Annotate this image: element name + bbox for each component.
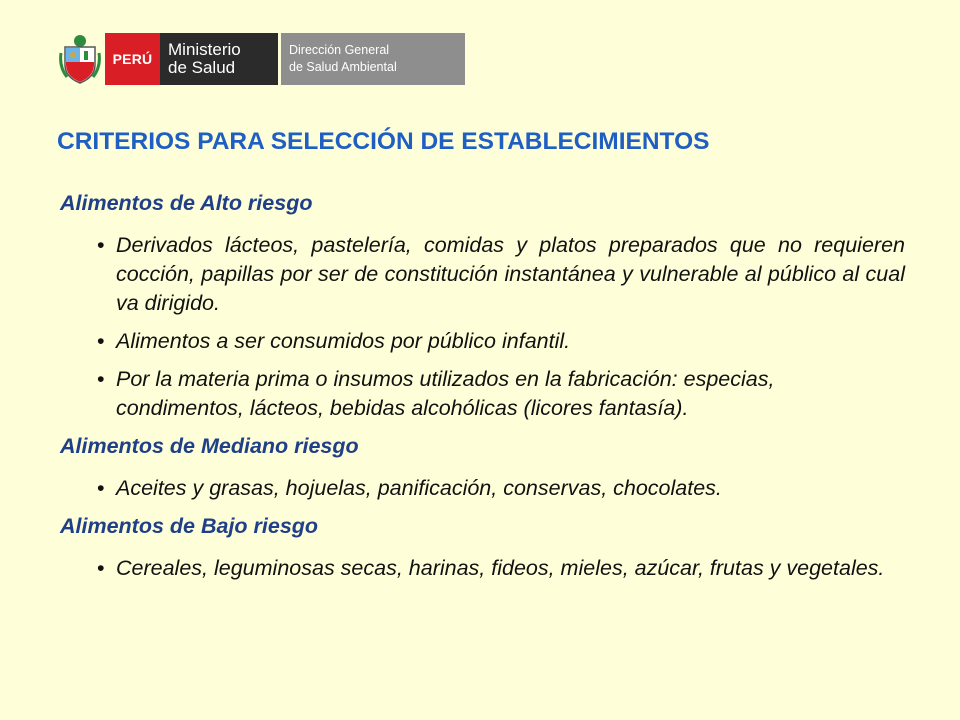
criteria-content <box>60 190 905 592</box>
bullet-text: Alimentos a ser consumidos por público infantil. <box>116 329 571 353</box>
section-heading: Alimentos de Alto riesgo <box>60 191 313 215</box>
section-mediano-riesgo <box>60 433 905 503</box>
section-alto-riesgo <box>60 190 905 423</box>
direccion-label <box>281 33 465 85</box>
bullet-icon: • <box>97 476 105 500</box>
page-title: CRITERIOS PARA SELECCIÓN DE ESTABLECIMIENTOS <box>57 128 710 155</box>
list-item <box>60 365 905 423</box>
list-item <box>60 474 905 503</box>
ministerio-line1: Ministerio <box>168 40 241 59</box>
peru-text: PERÚ <box>112 51 153 67</box>
bullet-text: Cereales, leguminosas secas, harinas, fideos, mieles, azúcar, frutas y vegetales. <box>116 556 885 580</box>
section-heading: Alimentos de Bajo riesgo <box>60 514 319 538</box>
bullet-icon: • <box>97 329 105 353</box>
ministerio-line2: de Salud <box>168 58 236 77</box>
section-bajo-riesgo <box>60 513 905 583</box>
list-item <box>60 327 905 356</box>
bullet-text: Aceites y grasas, hojuelas, panificación, conservas, chocolates. <box>116 476 722 500</box>
bullet-icon: • <box>97 556 105 580</box>
bullet-icon: • <box>97 367 105 391</box>
bullet-icon: • <box>97 233 105 257</box>
direccion-line1: Dirección General <box>289 43 390 57</box>
header-logo <box>59 33 465 85</box>
peru-coat-of-arms-icon <box>59 33 101 85</box>
ministerio-label <box>160 33 278 85</box>
bullet-text: Por la materia prima o insumos utilizados en la fabricación: especias, condimentos, lácteos, bebidas alcohólicas (licores fantasía). <box>116 367 775 420</box>
list-item <box>60 554 905 583</box>
peru-label <box>105 33 160 85</box>
direccion-line2: de Salud Ambiental <box>289 60 397 74</box>
section-heading: Alimentos de Mediano riesgo <box>60 434 359 458</box>
bullet-text: Derivados lácteos, pastelería, comidas y platos preparados que no requieren cocción, papillas por ser de constitución instantánea y vulnerable al público al cual va dirigido. <box>116 233 905 315</box>
list-item <box>60 231 905 318</box>
